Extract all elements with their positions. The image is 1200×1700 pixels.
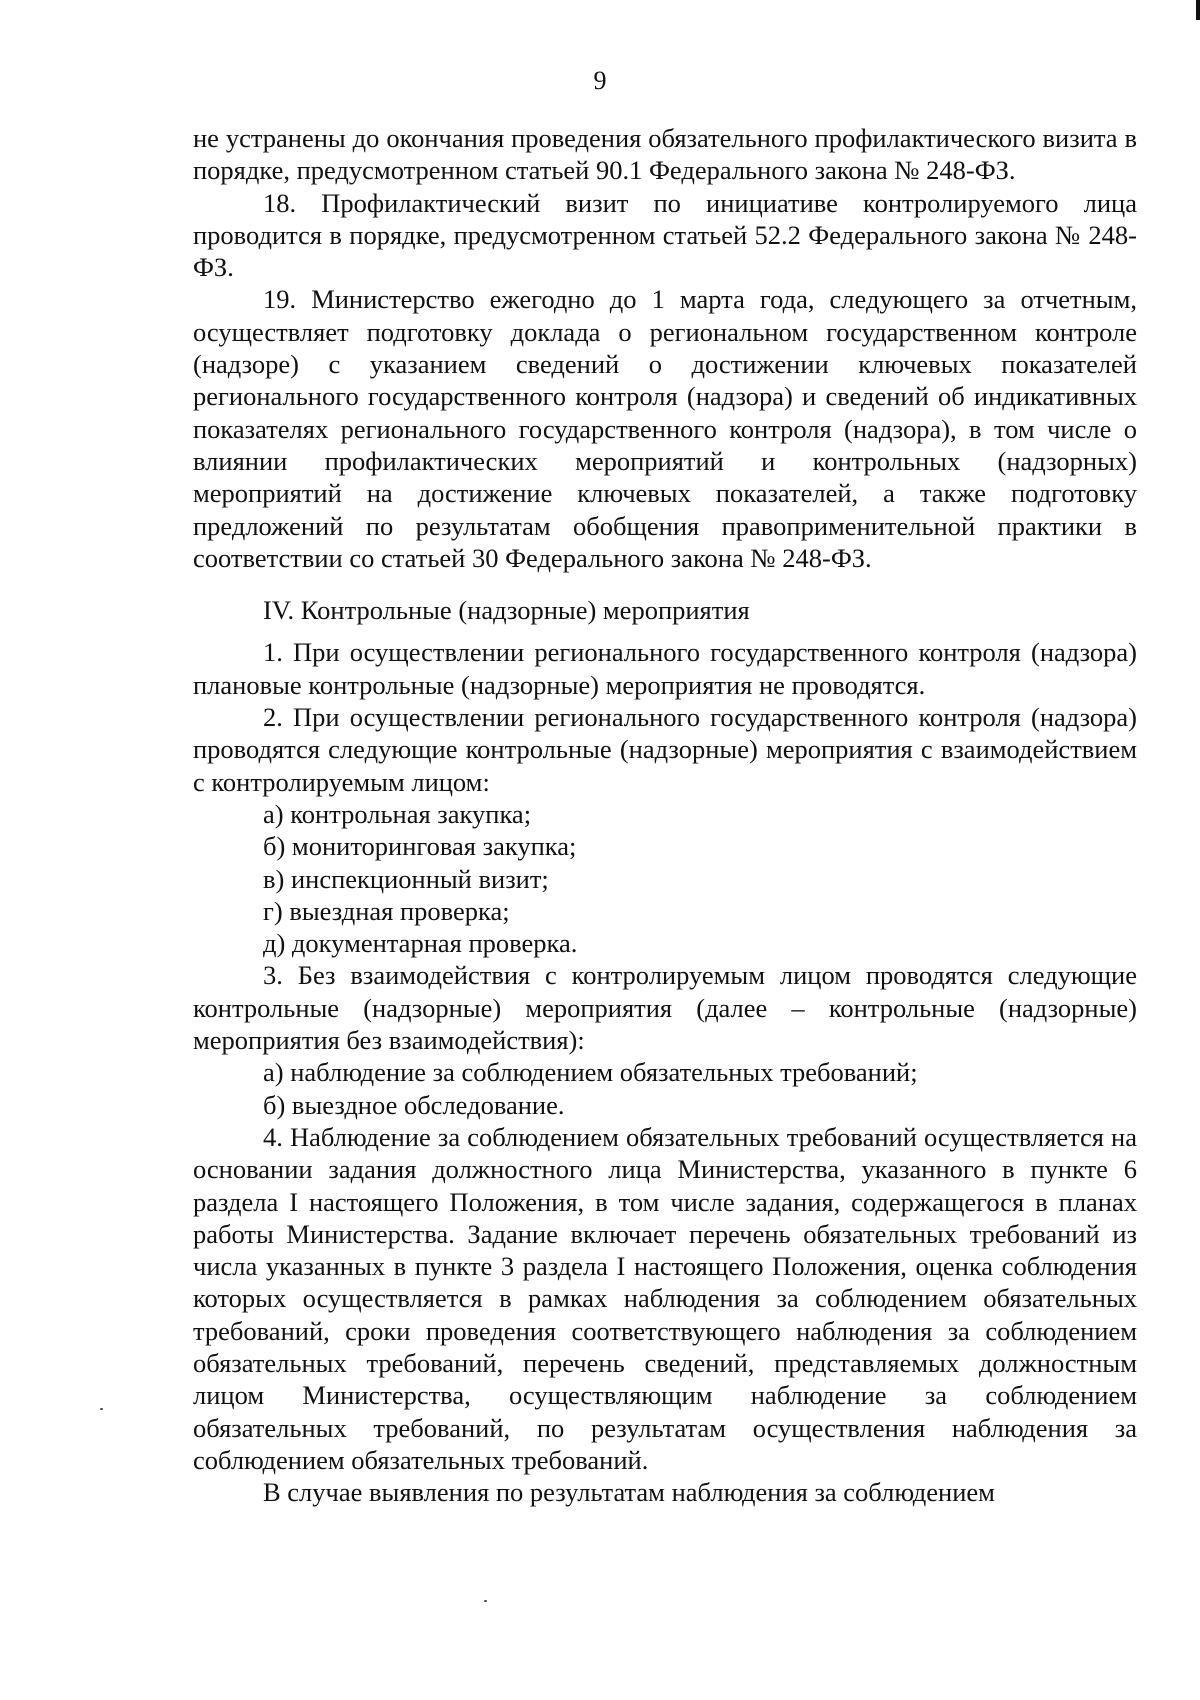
paragraph-continuation: не устранены до окончания проведения обязательного профилактического визита в порядке, предусмотренном статьей 90.1 Федерального закона № 248-ФЗ. [193,123,1137,186]
list-item: г) выездная проверка; [263,895,510,926]
paragraph-iv-2: 2. При осуществлении регионального государственного контроля (надзора) проводятся следующие контрольные (надзорные) мероприятия с взаимодействием с контролируемым лицом: [193,702,1137,797]
list-item: а) наблюдение за соблюдением обязательных требований; [263,1057,918,1088]
paragraph-iv-3: 3. Без взаимодействия с контролируемым лицом проводятся следующие контрольные (надзорные) мероприятия (далее – контрольные (надзорные) мероприятия без взаимодействия): [193,960,1137,1056]
list-item: б) мониторинговая закупка; [263,831,577,862]
section-heading: IV. Контрольные (надзорные) мероприятия [263,595,750,626]
scan-speck [100,1408,103,1410]
document-body [193,122,1137,1508]
paragraph-iv-4: 4. Наблюдение за соблюдением обязательных требований осуществляется на основании задания должностного лица Министерства, указанного в пункте 6 раздела I настоящего Положения, в том числе задания, содержащегося в планах работы Министерства. Задание включает перечень обязательных требований из числа указанных в пункте 3 раздела I настоящего Положения, оценка соблюдения которых осуществляется в рамках наблюдения за соблюдением обязательных требований, сроки проведения соответствующего наблюдения за соблюдением обязательных требований, перечень сведений, представляемых должностным лицом Министерства, осуществляющим наблюдение за соблюдением обязательных требований, по результатам осуществления наблюдения за соблюдением обязательных требований. [193,1121,1137,1475]
corner-mark [1196,0,1200,20]
scan-speck [484,1600,487,1602]
page-number: 9 [593,66,607,95]
list-item: в) инспекционный визит; [263,863,549,894]
paragraph-19: 19. Министерство ежегодно до 1 марта года, следующего за отчетным, осуществляет подготовку доклада о региональном государственном контроле (надзоре) с указанием сведений о достижении ключевых показателей регионального государственного контроля (надзора) и сведений об индикативных показателях регионального государственного контроля (надзора), в том числе о влиянии профилактических мероприятий и контрольных (надзорных) мероприятий на достижение ключевых показателей, а также подготовку предложений по результатам обобщения правоприменительной практики в соответствии со статьей 30 Федерального закона № 248-ФЗ. [193,284,1137,573]
paragraph-iv-1: 1. При осуществлении регионального государственного контроля (надзора) плановые контрольные (надзорные) мероприятия не проводятся. [193,637,1137,700]
paragraph-18: 18. Профилактический визит по инициативе контролируемого лица проводится в порядке, предусмотренном статьей 52.2 Федерального закона № 248-ФЗ. [193,187,1137,283]
list-item: а) контрольная закупка; [263,798,532,829]
list-item: д) документарная проверка. [263,928,578,959]
list-item: б) выездное обследование. [263,1089,565,1120]
paragraph-continued: В случае выявления по результатам наблюдения за соблюдением [263,1477,995,1508]
